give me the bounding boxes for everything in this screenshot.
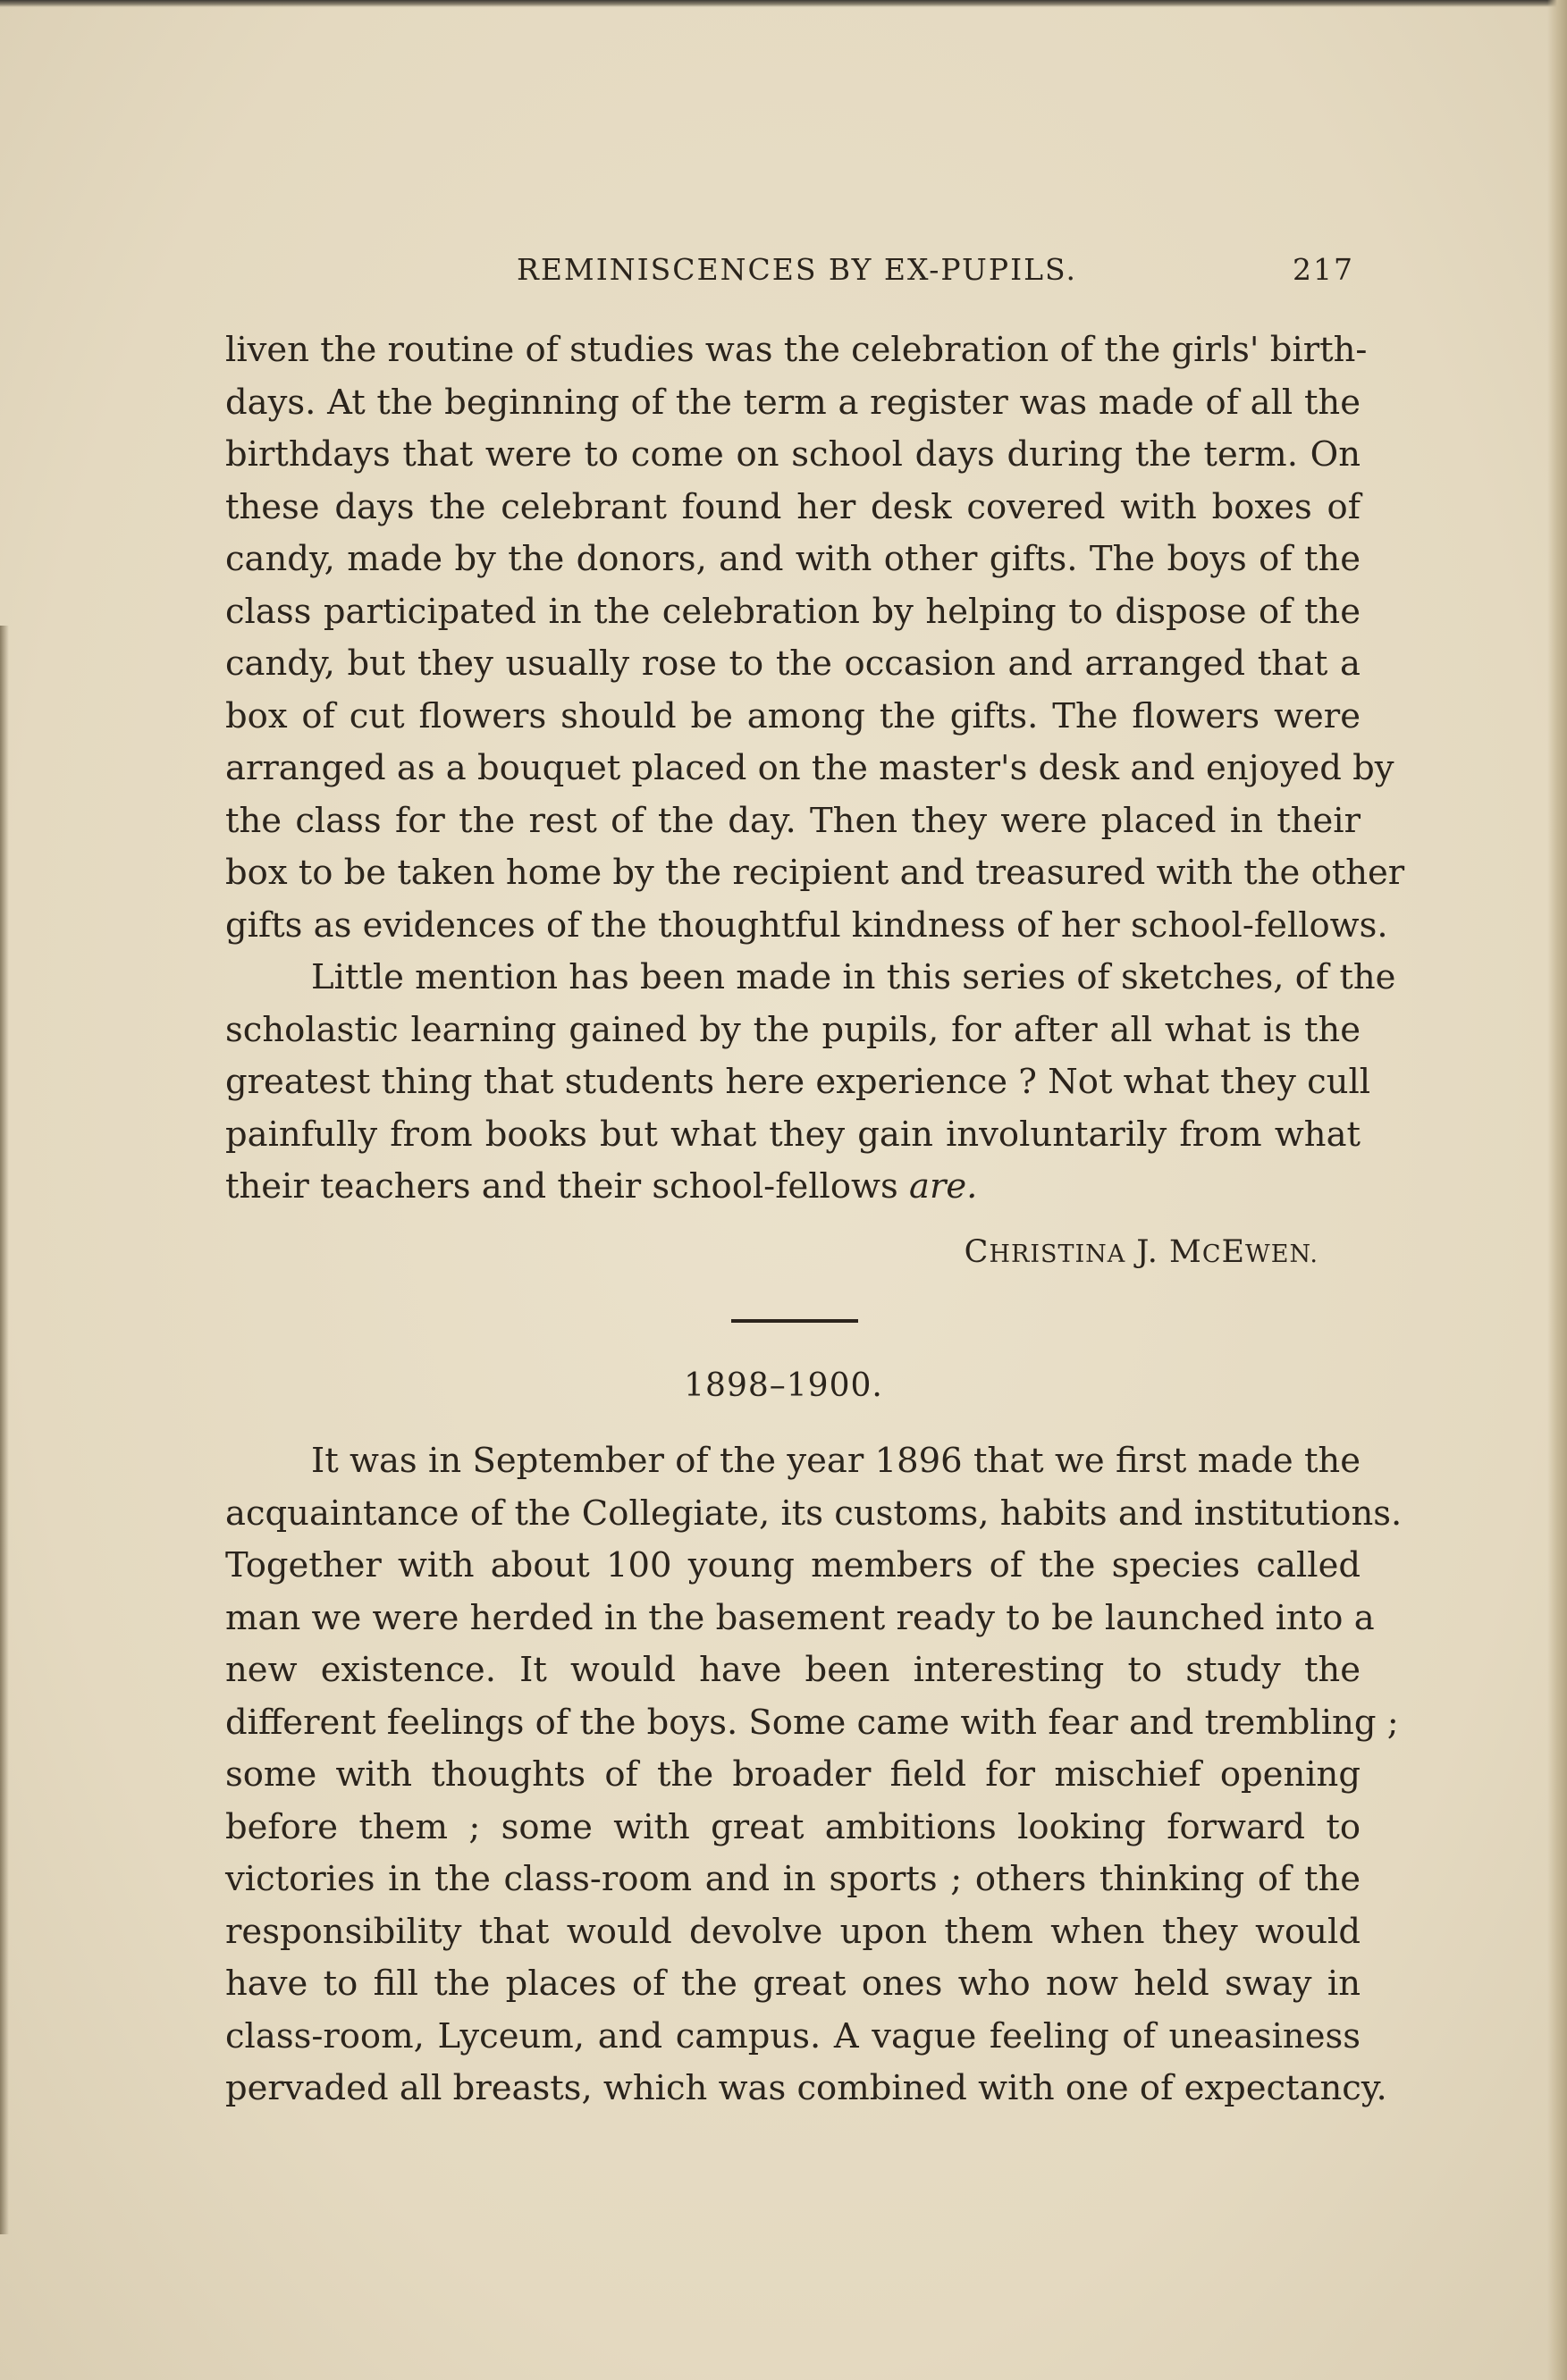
text-line: responsibility that would devolve upon them when they would — [225, 1911, 1361, 1952]
text-line-final — [225, 1161, 1361, 1214]
page-top-edge — [0, 0, 1567, 7]
text-line: scholastic learning gained by the pupils, for after all what is the — [225, 1009, 1361, 1050]
signature-part: C — [964, 1234, 990, 1270]
text-line: Together with about 100 young members of the species called — [225, 1545, 1361, 1585]
text-line: painfully from books but what they gain involuntarily from what — [225, 1114, 1361, 1155]
text-line: liven the routine of studies was the celebration of the girls' birth- — [225, 330, 1368, 370]
text-line: days. At the beginning of the term a register was made of all the — [225, 382, 1361, 423]
text-line: box of cut flowers should be among the gifts. The flowers were — [225, 695, 1361, 736]
text-line: the class for the rest of the day. Then they were placed in their — [225, 800, 1361, 841]
text-line: It was in September of the year 1896 that we first made the — [311, 1441, 1361, 1481]
text-line: different feelings of the boys. Some came with fear and trembling ; — [225, 1702, 1399, 1743]
text-line: before them ; some with great ambitions looking forward to — [225, 1806, 1361, 1847]
running-head — [223, 252, 1354, 293]
text-line: acquaintance of the Collegiate, its customs, habits and institutions. — [225, 1493, 1403, 1534]
text-line: candy, made by the donors, and with other gifts. The boys of the — [225, 539, 1361, 579]
paragraph-september-1896 — [225, 1435, 1403, 2115]
text-line: arranged as a bouquet placed on the master's desk and enjoyed by — [225, 748, 1394, 788]
page-gutter-shadow — [0, 626, 9, 2234]
page-right-edge — [1547, 0, 1567, 2380]
section-divider-rule — [731, 1319, 858, 1323]
signature-part: J. M — [1125, 1234, 1202, 1270]
signature-part: WEN. — [1245, 1240, 1318, 1268]
signature-part: E — [1221, 1234, 1246, 1270]
paragraph-birthdays — [225, 324, 1405, 952]
text-line: gifts as evidences of the thoughtful kindness of her school-fellows. — [225, 904, 1388, 946]
text-line: have to fill the places of the great ones who now held sway in — [225, 1964, 1361, 2004]
running-title: REMINISCENCES BY EX-PUPILS. — [517, 252, 1077, 287]
text-line: pervaded all breasts, which was combined with one of expectancy. — [225, 2068, 1387, 2108]
text-block-upper — [225, 324, 1405, 1214]
text-line: box to be taken home by the recipient and treasured with the other — [225, 853, 1405, 893]
text-line: Little mention has been made in this series of sketches, of the — [311, 957, 1396, 997]
text-line: greatest thing that students here experience ? Not what they cull — [225, 1062, 1371, 1102]
text-line-start: their teachers and their school-fellows — [225, 1166, 909, 1207]
paragraph-scholastic-learning — [225, 952, 1396, 1214]
text-line: class participated in the celebration by helping to dispose of the — [225, 591, 1361, 632]
text-line: class-room, Lyceum, and campus. A vague feeling of uneasiness — [225, 2015, 1361, 2056]
page-number: 217 — [1293, 252, 1354, 287]
text-line: some with thoughts of the broader field for mischief opening — [225, 1754, 1361, 1795]
emphasized-word: are. — [908, 1166, 978, 1207]
text-line: new existence. It would have been interesting to study the — [225, 1650, 1361, 1690]
text-line: these days the celebrant found her desk covered with boxes of — [225, 486, 1361, 527]
signature-part: C — [1201, 1240, 1222, 1268]
text-line: victories in the class-room and in sports ; others thinking of the — [225, 1859, 1361, 1899]
author-signature — [965, 1234, 1318, 1270]
text-line: birthdays that were to come on school days during the term. On — [225, 434, 1361, 475]
text-block-lower — [225, 1435, 1403, 2115]
section-heading: 1898–1900. — [684, 1367, 883, 1404]
text-line: candy, but they usually rose to the occasion and arranged that a — [225, 643, 1361, 684]
signature-part: HRISTINA — [989, 1240, 1126, 1268]
text-line: man we were herded in the basement ready to be launched into a — [225, 1597, 1375, 1638]
